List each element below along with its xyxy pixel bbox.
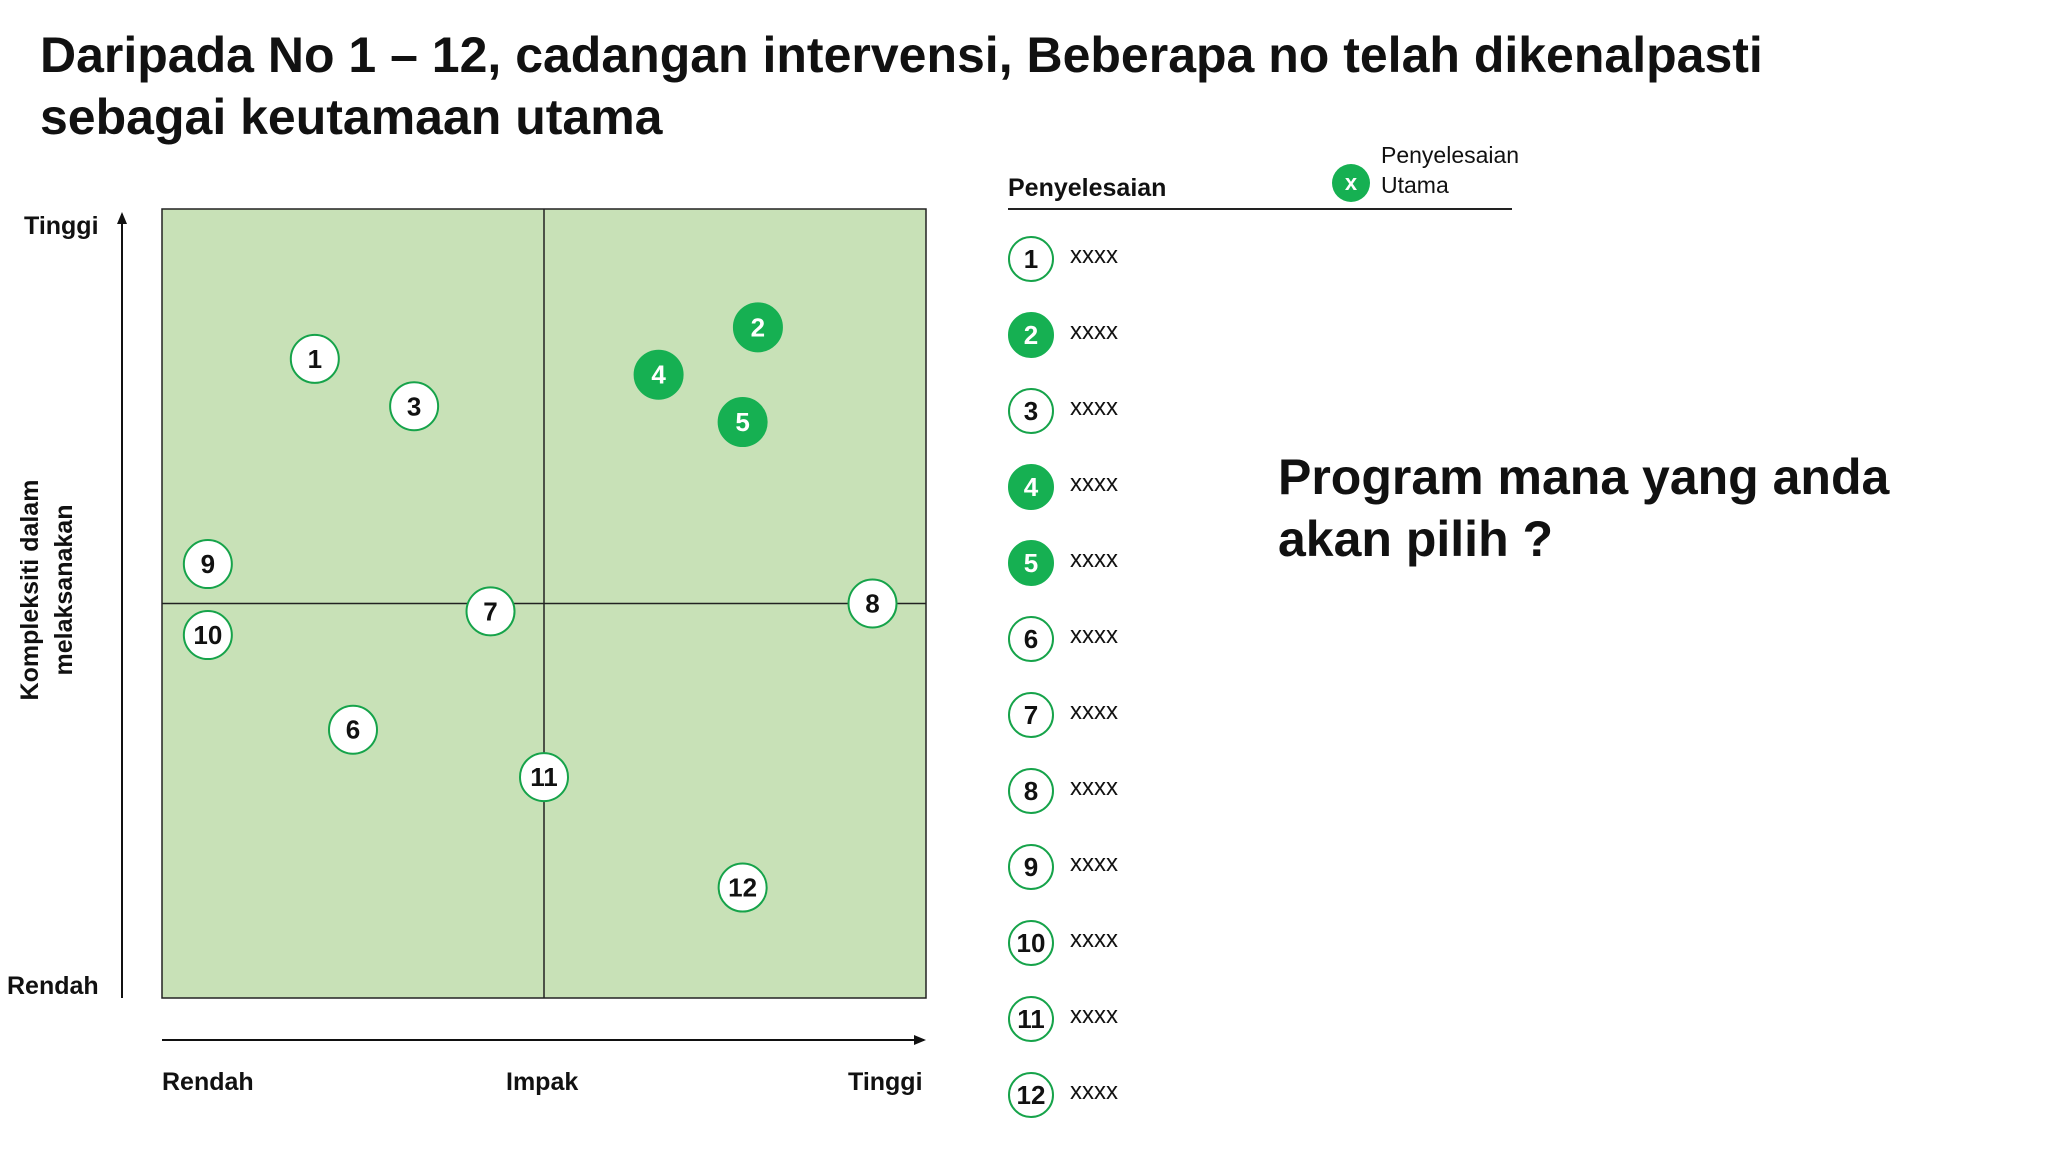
legend-item-text: xxxx [1070,394,1118,421]
legend-number-badge: 1 [1008,236,1054,282]
matrix-point-2 [734,303,782,351]
legend-item-text: xxxx [1070,926,1118,953]
matrix-point-1 [291,335,339,383]
point-label: 12 [728,872,758,903]
point-label: 2 [750,312,766,343]
legend-item-text: xxxx [1070,318,1118,345]
legend-item [1008,692,1308,744]
question-text [1278,446,1998,570]
legend-title: Penyelesaian [1008,174,1167,202]
priority-key-label-line-1: Penyelesaian [1381,142,1520,168]
point-label: 11 [530,762,558,793]
legend-item [1008,920,1308,972]
matrix-point-5 [719,398,767,446]
legend-number-badge: 4 [1008,464,1054,510]
matrix-point-10 [184,611,232,659]
point-label: 7 [483,596,498,627]
x-axis-title: Impak [506,1068,579,1096]
legend-header [1008,142,1520,210]
legend-item [1008,844,1308,896]
y-axis-high-label: Tinggi [24,212,99,240]
legend-item [1008,996,1308,1048]
legend-divider [1008,208,1512,210]
legend-item-text: xxxx [1070,622,1118,649]
point-label: 9 [200,549,216,580]
legend-item-text: xxxx [1070,470,1118,497]
matrix-graphic [0,0,960,1152]
legend-item [1008,540,1308,592]
legend-number-badge: 12 [1008,1072,1054,1118]
point-label: 8 [865,588,880,619]
point-label: 1 [307,343,323,374]
point-label: 3 [406,391,422,422]
legend-item-text: xxxx [1070,1078,1118,1105]
legend-number-badge: 5 [1008,540,1054,586]
legend-number-badge: 8 [1008,768,1054,814]
legend-item-text: xxxx [1070,1002,1118,1029]
matrix-point-4 [635,351,683,399]
point-label: 4 [651,359,666,390]
matrix-point-9 [184,540,232,588]
x-axis-low-label: Rendah [162,1068,254,1096]
legend-number-badge: 3 [1008,388,1054,434]
x-axis-high-label: Tinggi [848,1068,923,1096]
priority-key-icon [1332,164,1370,202]
priority-key-label-line-2: Utama [1381,172,1449,198]
legend-item [1008,236,1308,288]
question-line-1: Program mana yang anda [1278,449,1890,505]
legend-item [1008,616,1308,668]
legend-number-badge: 11 [1008,996,1054,1042]
legend-number-badge: 7 [1008,692,1054,738]
legend-item-text: xxxx [1070,698,1118,725]
legend-item [1008,464,1308,516]
legend-item [1008,768,1308,820]
legend-number-badge: 10 [1008,920,1054,966]
priority-key-label [1381,140,1541,200]
legend-item [1008,1072,1308,1124]
priority-matrix [0,0,960,1152]
y-axis-low-label: Rendah [7,972,99,1000]
legend-item-text: xxxx [1070,774,1118,801]
legend-number-badge: 9 [1008,844,1054,890]
legend-number-badge: 6 [1008,616,1054,662]
legend-item-text: xxxx [1070,850,1118,877]
legend-item-text: xxxx [1070,242,1118,269]
matrix-point-12 [719,864,767,912]
slide-title-line-2: sebagai keutamaan utama [40,89,663,145]
point-label: 10 [193,620,223,651]
legend-number-badge: 2 [1008,312,1054,358]
y-axis-title: Kompleksiti dalam melaksanakan [16,479,78,701]
matrix-point-7 [467,587,515,635]
legend-item [1008,312,1308,364]
legend-item [1008,388,1308,440]
point-label: 6 [345,714,361,745]
legend-item-text: xxxx [1070,546,1118,573]
priority-key-symbol: x [1344,170,1358,195]
matrix-point-6 [329,706,377,754]
matrix-point-3 [390,382,438,430]
slide-title-line-1: Daripada No 1 – 12, cadangan intervensi, Beberapa no telah dikenalpasti [40,27,1763,83]
point-label: 5 [735,407,750,438]
question-line-2: akan pilih ? [1278,511,1554,567]
matrix-point-11 [520,753,568,801]
matrix-point-8 [849,580,897,628]
